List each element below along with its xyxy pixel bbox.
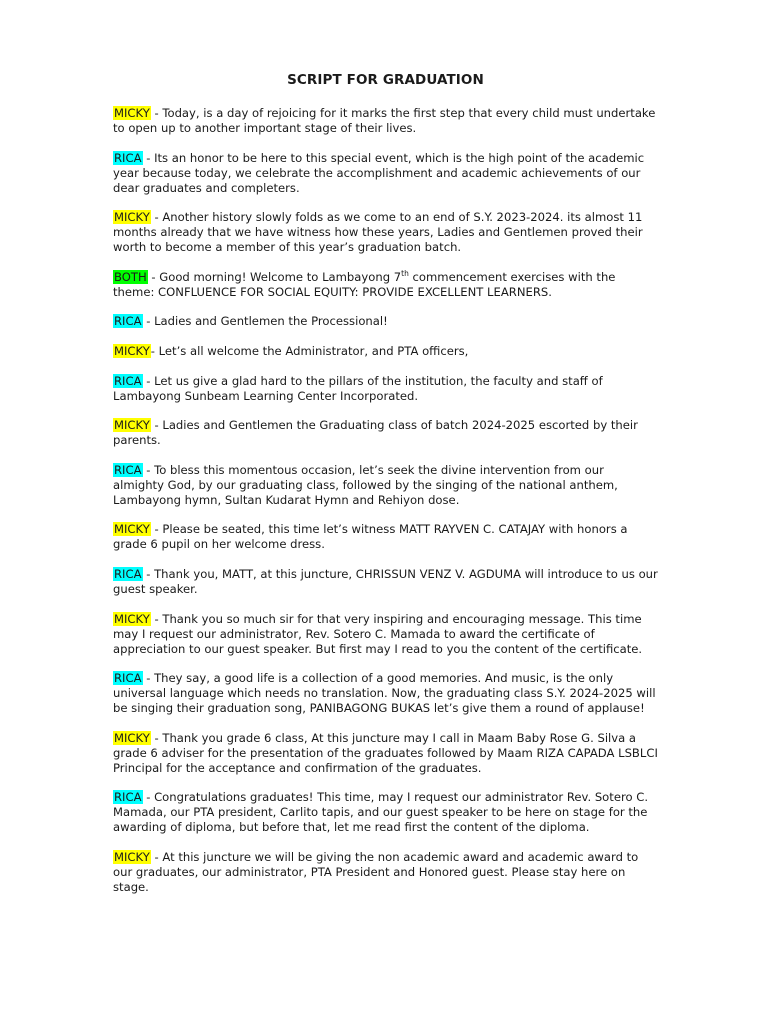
speaker-label: RICA (114, 462, 142, 477)
script-line-4: BOTH - Good morning! Welcome to Lambayong 7th commencement exercises with the theme: CONFLUENCE FOR SOCIAL EQUITY: PROVIDE EXCELLENT LEARNERS. (113, 268, 616, 299)
script-text: Thank you grade 6 class, At this juncture may I call in Maam Baby Rose G. Silva a grade 6 adviser for the presentation of the graduates followed by Maam RIZA CAPADA LSBLCI Principal for the acceptance and confirmation of the graduates. (113, 730, 658, 775)
speaker-label: MICKY (114, 522, 150, 537)
speaker-label: MICKY (114, 849, 150, 864)
speaker-label: MICKY (114, 106, 150, 120)
document-title: SCRIPT FOR GRADUATION (287, 72, 484, 88)
speaker-label: RICA (114, 373, 142, 388)
speaker-label: BOTH (114, 269, 147, 284)
ordinal-superscript: th (401, 268, 409, 278)
script-text-continued: commencement exercises with the theme: CONFLUENCE FOR SOCIAL EQUITY: PROVIDE EXCELLENT LEARNERS. (113, 269, 616, 299)
script-text: They say, a good life is a collection of a good memories. And music, is the only universal language which needs no translation. Now, the graduating class S.Y. 2024-2025 will be singing their graduation song, PANIBAGONG BUKAS let’s give them a round of applause! (113, 671, 656, 716)
script-text: To bless this momentous occasion, let’s seek the divine intervention from our almighty God, by our graduating class, followed by the singing of the national anthem, Lambayong hymn, Sultan Kudarat Hymn and Rehiyon dose. (113, 462, 618, 507)
script-line-9: RICA - To bless this momentous occasion, let’s seek the divine intervention from our almighty God, by our graduating class, followed by the singing of the national anthem, Lambayong hymn, Sultan Kudarat Hymn and Rehiyon dose. (113, 462, 618, 507)
speaker-label: RICA (114, 566, 142, 581)
script-text: Its an honor to be here to this special event, which is the high point of the academic year because today, we celebrate the accomplishment and academic achievements of our dear graduates and completers. (113, 150, 645, 195)
speaker-label: RICA (114, 790, 142, 805)
speaker-label: MICKY (114, 343, 150, 358)
script-line-7: RICA - Let us give a glad hard to the pillars of the institution, the faculty and staff of Lambayong Sunbeam Learning Center Incorporated. (113, 373, 603, 403)
script-line-12: MICKY - Thank you so much sir for that very inspiring and encouraging message. This time may I request our administrator, Rev. Sotero C. Mamada to award the certificate of appreciation to our guest speaker. But first may I read to you the content of the certificate. (113, 611, 643, 656)
script-line-14: MICKY - Thank you grade 6 class, At this juncture may I call in Maam Baby Rose G. Silva a grade 6 adviser for the presentation of the graduates followed by Maam RIZA CAPADA LSBLCI Principal for the acceptance and confirmation of the graduates. (113, 730, 658, 775)
document-page (113, 72, 658, 910)
script-text: Congratulations graduates! This time, may I request our administrator Rev. Sotero C. Mamada, our PTA president, Carlito tapis, and our guest speaker to be here on stage for the awarding of diploma, but before that, let me read first the content of the diploma. (113, 790, 649, 835)
script-text: Thank you so much sir for that very inspiring and encouraging message. This time may I request our administrator, Rev. Sotero C. Mamada to award the certificate of appreciation to our guest speaker. But first may I read to you the content of the certificate. (113, 611, 643, 656)
script-text: Let’s all welcome the Administrator, and PTA officers, (158, 343, 469, 358)
script-text: Ladies and Gentlemen the Graduating class of batch 2024-2025 escorted by their parents. (113, 418, 638, 448)
script-text: Please be seated, this time let’s witness MATT RAYVEN C. CATAJAY with honors a grade 6 pupil on her welcome dress. (113, 522, 628, 552)
script-text: Let us give a glad hard to the pillars of the institution, the faculty and staff of Lambayong Sunbeam Learning Center Incorporated. (113, 373, 603, 403)
script-line-8: MICKY - Ladies and Gentlemen the Graduating class of batch 2024-2025 escorted by their parents. (113, 418, 638, 448)
script-line-6: MICKY- Let’s all welcome the Administrator, and PTA officers, (114, 343, 469, 358)
script-text: Another history slowly folds as we come to an end of S.Y. 2023-2024. its almost 11 months already that we have witness how these years, Ladies and Gentlemen proved their worth to become a member of this year’s graduation batch. (113, 210, 643, 255)
speaker-label: MICKY (114, 730, 150, 745)
script-text: At this juncture we will be giving the non academic award and academic award to our graduates, our administrator, PTA President and Honored guest. Please stay here on stage. (113, 849, 639, 894)
script-text: Good morning! Welcome to Lambayong 7 (159, 269, 402, 284)
script-text: Thank you, MATT, at this juncture, CHRISSUN VENZ V. AGDUMA will introduce to us our guest speaker. (113, 566, 658, 596)
speaker-label: RICA (114, 150, 142, 165)
speaker-label: MICKY (114, 418, 150, 433)
script-line-15: RICA - Congratulations graduates! This time, may I request our administrator Rev. Sotero C. Mamada, our PTA president, Carlito tapis, and our guest speaker to be here on stage for the awarding of diploma, but before that, let me read first the content of the diploma. (113, 790, 649, 835)
speaker-label: MICKY (114, 611, 150, 626)
script-line-2: RICA - Its an honor to be here to this special event, which is the high point of the academic year because today, we celebrate the accomplishment and academic achievements of our dear graduates and completers. (113, 150, 645, 195)
speaker-label: RICA (114, 671, 142, 686)
script-line-10: MICKY - Please be seated, this time let’s witness MATT RAYVEN C. CATAJAY with honors a grade 6 pupil on her welcome dress. (113, 522, 628, 552)
speaker-label: MICKY (114, 210, 150, 225)
script-text: Ladies and Gentlemen the Processional! (154, 314, 388, 329)
script-line-5: RICA - Ladies and Gentlemen the Processional! (114, 314, 388, 329)
script-line-1: MICKY - Today, is a day of rejoicing for it marks the first step that every child must undertake to open up to another important stage of their lives. (113, 106, 656, 135)
script-line-11: RICA - Thank you, MATT, at this juncture, CHRISSUN VENZ V. AGDUMA will introduce to us our guest speaker. (113, 566, 658, 596)
script-text: Today, is a day of rejoicing for it marks the first step that every child must undertake to open up to another important stage of their lives. (113, 106, 656, 135)
script-line-16: MICKY - At this juncture we will be giving the non academic award and academic award to our graduates, our administrator, PTA President and Honored guest. Please stay here on stage. (113, 849, 639, 894)
speaker-label: RICA (114, 314, 142, 329)
script-line-13: RICA - They say, a good life is a collection of a good memories. And music, is the only universal language which needs no translation. Now, the graduating class S.Y. 2024-2025 will be singing their graduation song, PANIBAGONG BUKAS let’s give them a round of applause! (113, 671, 656, 716)
script-line-3: MICKY - Another history slowly folds as we come to an end of S.Y. 2023-2024. its almost 11 months already that we have witness how these years, Ladies and Gentlemen proved their worth to become a member of this year’s graduation batch. (113, 210, 643, 255)
